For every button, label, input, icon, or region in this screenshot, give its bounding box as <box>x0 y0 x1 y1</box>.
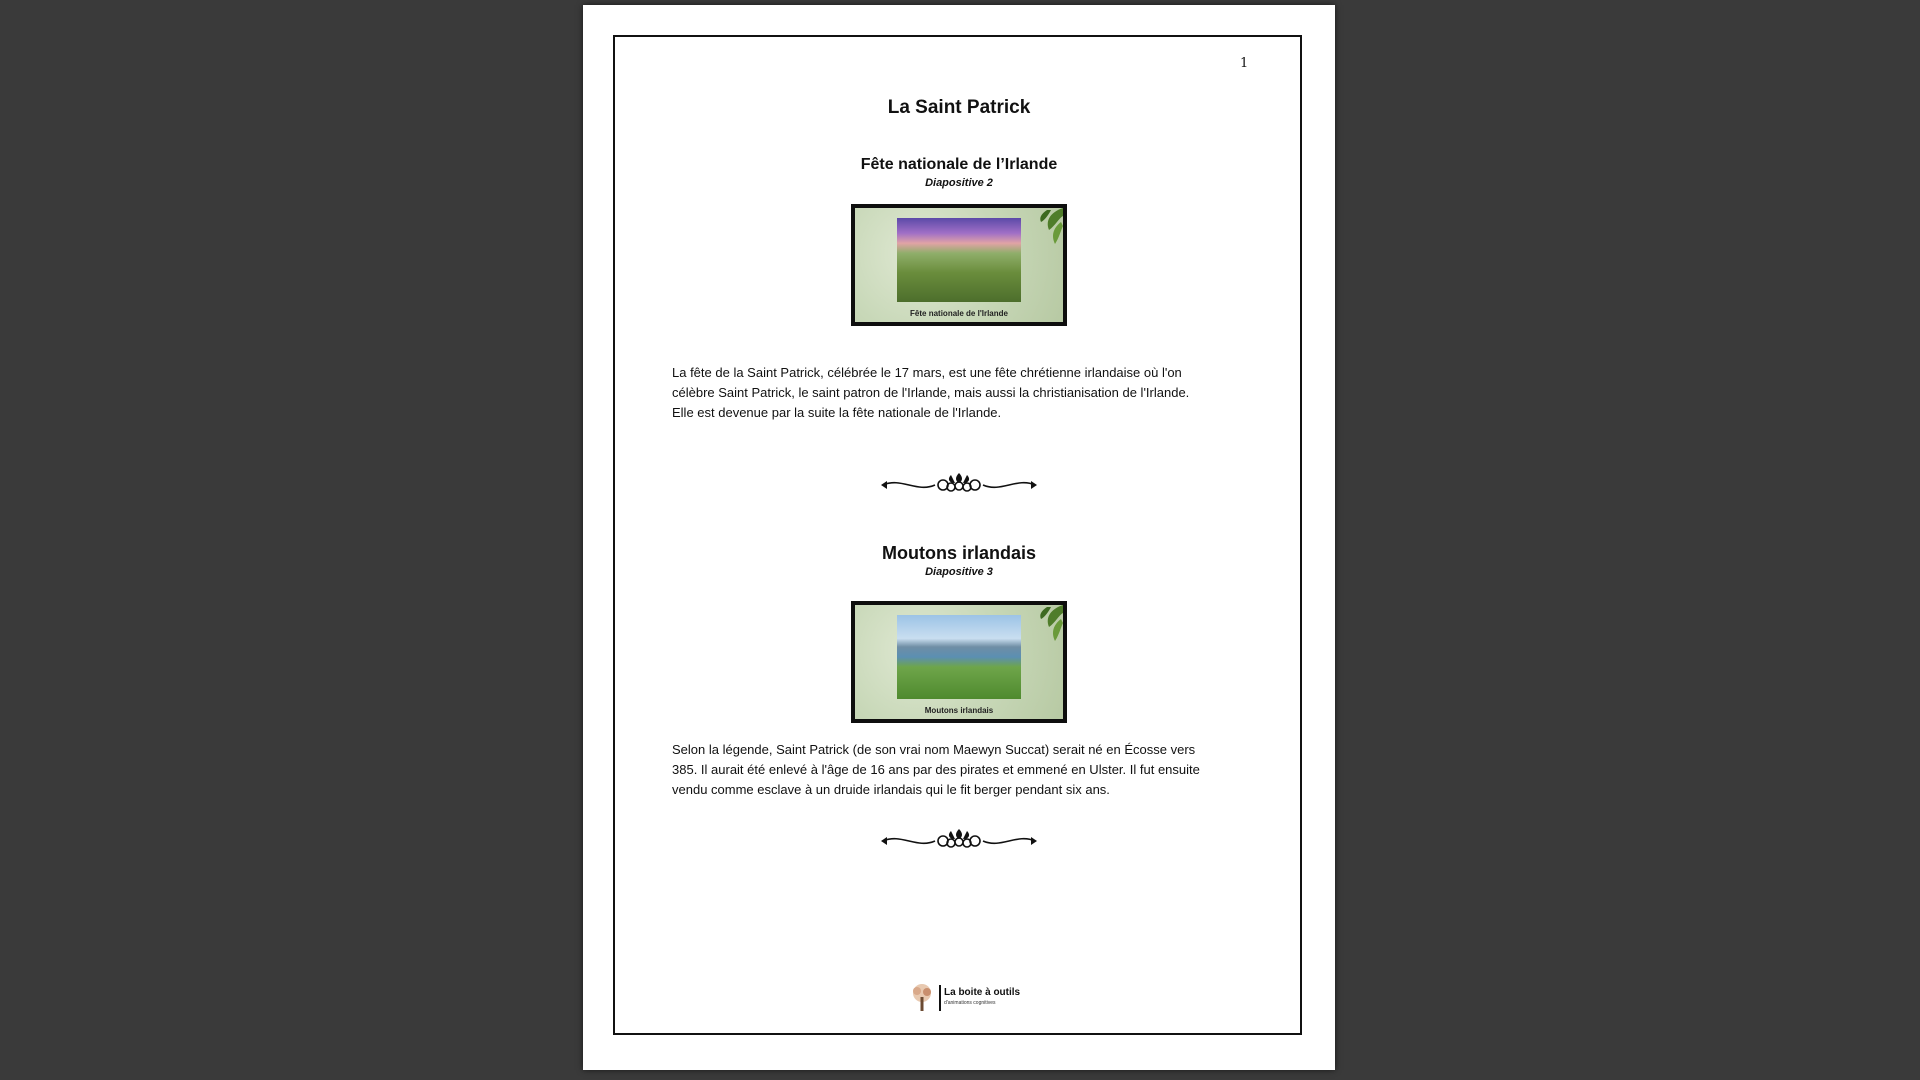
slide-label: Diapositive 3 <box>925 566 993 578</box>
ornament-divider-icon <box>881 827 1037 855</box>
paragraph-line: La fête de la Saint Patrick, célébrée le 17 mars, est une fête chrétienne irlandaise où l'on <box>672 365 1182 380</box>
paragraph-line: Elle est devenue par la suite la fête nationale de l'Irlande. <box>672 405 1002 420</box>
slide-thumbnail <box>851 601 1067 723</box>
paragraph-line: 385. Il aurait été enlevé à l'âge de 16 ans par des pirates et emmené en Ulster. Il fut ensuite <box>672 762 1200 777</box>
sheep-coast-photo <box>897 615 1021 699</box>
logo-name: La boite à outils <box>944 987 1021 998</box>
paragraph <box>672 363 1252 423</box>
paragraph-line: Selon la légende, Saint Patrick (de son vrai nom Maewyn Succat) serait né en Écosse vers <box>672 742 1196 757</box>
logo-divider <box>939 985 941 1011</box>
ornament-divider-icon <box>881 471 1037 499</box>
slide-thumbnail <box>851 204 1067 326</box>
leaf-corner-icon <box>1025 208 1063 248</box>
logo-subtitle: d'animations cognitives <box>944 1000 996 1006</box>
slide-label: Diapositive 2 <box>925 177 993 189</box>
paragraph-line: célèbre Saint Patrick, le saint patron de l'Irlande, mais aussi la christianisation de l'Irlande. <box>672 385 1190 400</box>
slide-background <box>855 605 1063 719</box>
paragraph <box>672 740 1252 800</box>
leaf-corner-icon <box>1025 605 1063 645</box>
section-heading: Fête nationale de l’Irlande <box>860 156 1058 173</box>
document-title: La Saint Patrick <box>887 97 1031 118</box>
document-page <box>583 5 1335 1070</box>
section-heading: Moutons irlandais <box>881 543 1036 563</box>
paragraph-line: vendu comme esclave à un druide irlandais qui le fit berger pendant six ans. <box>672 782 1110 797</box>
footer-logo <box>908 983 1021 1013</box>
page-number: 1 <box>1240 56 1249 71</box>
slide-caption: Moutons irlandais <box>924 706 994 715</box>
landscape-photo <box>897 218 1021 302</box>
slide-background <box>855 208 1063 322</box>
tree-logo-icon <box>908 983 936 1013</box>
slide-caption: Fête nationale de l'Irlande <box>910 309 1008 318</box>
